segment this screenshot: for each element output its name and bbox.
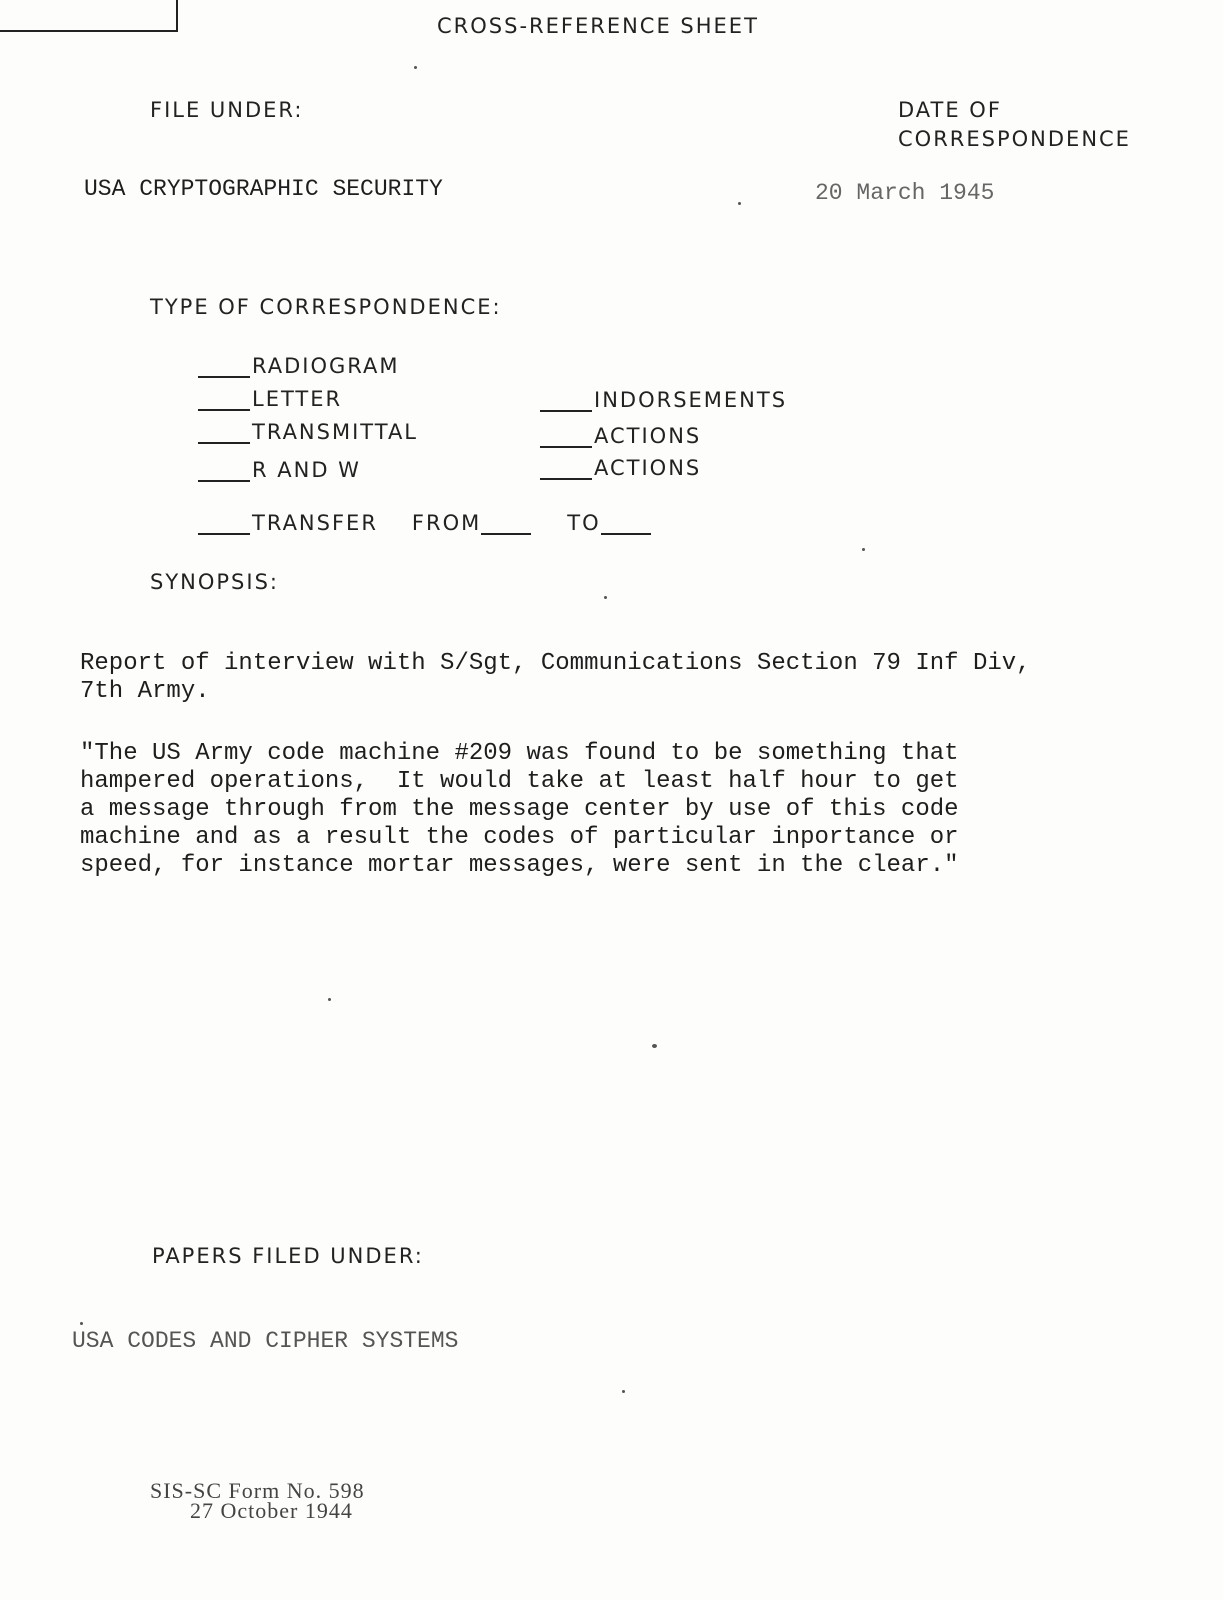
checkbox-blank — [540, 424, 592, 448]
checkbox-row-radiogram — [198, 354, 400, 378]
checkbox-row-actions-1 — [540, 424, 701, 448]
transfer-label: TRANSFER — [252, 511, 378, 535]
paper-speck — [414, 66, 417, 69]
checkbox-label: ACTIONS — [594, 424, 702, 448]
synopsis-line: machine and as a result the codes of particular inportance or — [80, 824, 959, 851]
form-number: SIS-SC Form No. 598 — [150, 1478, 365, 1503]
paper-speck — [80, 1322, 83, 1325]
checkbox-label: R AND W — [252, 458, 361, 482]
checkbox-row-actions-2 — [540, 456, 701, 480]
corner-rule-horizontal — [0, 30, 178, 32]
checkbox-row-letter — [198, 387, 342, 411]
type-of-correspondence-label: TYPE OF CORRESPONDENCE: — [150, 295, 502, 319]
synopsis-label: SYNOPSIS: — [150, 570, 279, 594]
checkbox-label: INDORSEMENTS — [594, 388, 788, 412]
to-label: TO — [567, 511, 601, 535]
synopsis-line: "The US Army code machine #209 was found to be something that — [80, 740, 959, 767]
from-blank — [481, 511, 531, 535]
synopsis-paragraph-1 — [80, 650, 1200, 706]
from-label: FROM — [411, 511, 482, 535]
form-date: 27 October 1944 — [190, 1498, 353, 1523]
file-under-value: USA CRYPTOGRAPHIC SECURITY — [84, 176, 443, 202]
checkbox-row-indorsements — [540, 388, 787, 412]
checkbox-blank — [198, 458, 250, 482]
checkbox-blank — [198, 354, 250, 378]
file-under-label: FILE UNDER: — [150, 98, 304, 122]
synopsis-line: speed, for instance mortar messages, were sent in the clear." — [80, 852, 959, 879]
synopsis-line: hampered operations, It would take at least half hour to get — [80, 768, 959, 795]
checkbox-blank — [198, 387, 250, 411]
synopsis-paragraph-2 — [80, 740, 1200, 880]
date-label-line1: DATE OF — [898, 98, 1002, 122]
synopsis-line: a message through from the message center by use of this code — [80, 796, 959, 823]
to-blank — [601, 511, 651, 535]
paper-speck — [738, 202, 741, 205]
checkbox-row-r-and-w — [198, 458, 361, 482]
checkbox-blank — [198, 420, 250, 444]
papers-filed-under-value: USA CODES AND CIPHER SYSTEMS — [72, 1328, 459, 1354]
date-label-line2: CORRESPONDENCE — [898, 127, 1131, 151]
checkbox-row-transfer — [198, 511, 653, 535]
papers-filed-under-label: PAPERS FILED UNDER: — [152, 1244, 424, 1268]
paper-speck — [604, 596, 607, 599]
checkbox-label: RADIOGRAM — [252, 354, 400, 378]
paper-speck — [862, 548, 865, 551]
synopsis-line: 7th Army. — [80, 678, 210, 705]
checkbox-blank — [198, 511, 250, 535]
checkbox-row-transmittal — [198, 420, 418, 444]
checkbox-blank — [540, 456, 592, 480]
correspondence-date: 20 March 1945 — [815, 180, 995, 206]
checkbox-blank — [540, 388, 592, 412]
checkbox-label: TRANSMITTAL — [252, 420, 419, 444]
corner-rule-vertical — [176, 0, 178, 32]
paper-speck — [622, 1390, 625, 1393]
paper-speck — [652, 1044, 657, 1048]
sheet-title: CROSS-REFERENCE SHEET — [437, 14, 759, 38]
checkbox-label: ACTIONS — [594, 456, 702, 480]
paper-speck — [328, 998, 331, 1001]
synopsis-line: Report of interview with S/Sgt, Communications Section 79 Inf Div, — [80, 650, 1031, 677]
checkbox-label: LETTER — [252, 387, 343, 411]
